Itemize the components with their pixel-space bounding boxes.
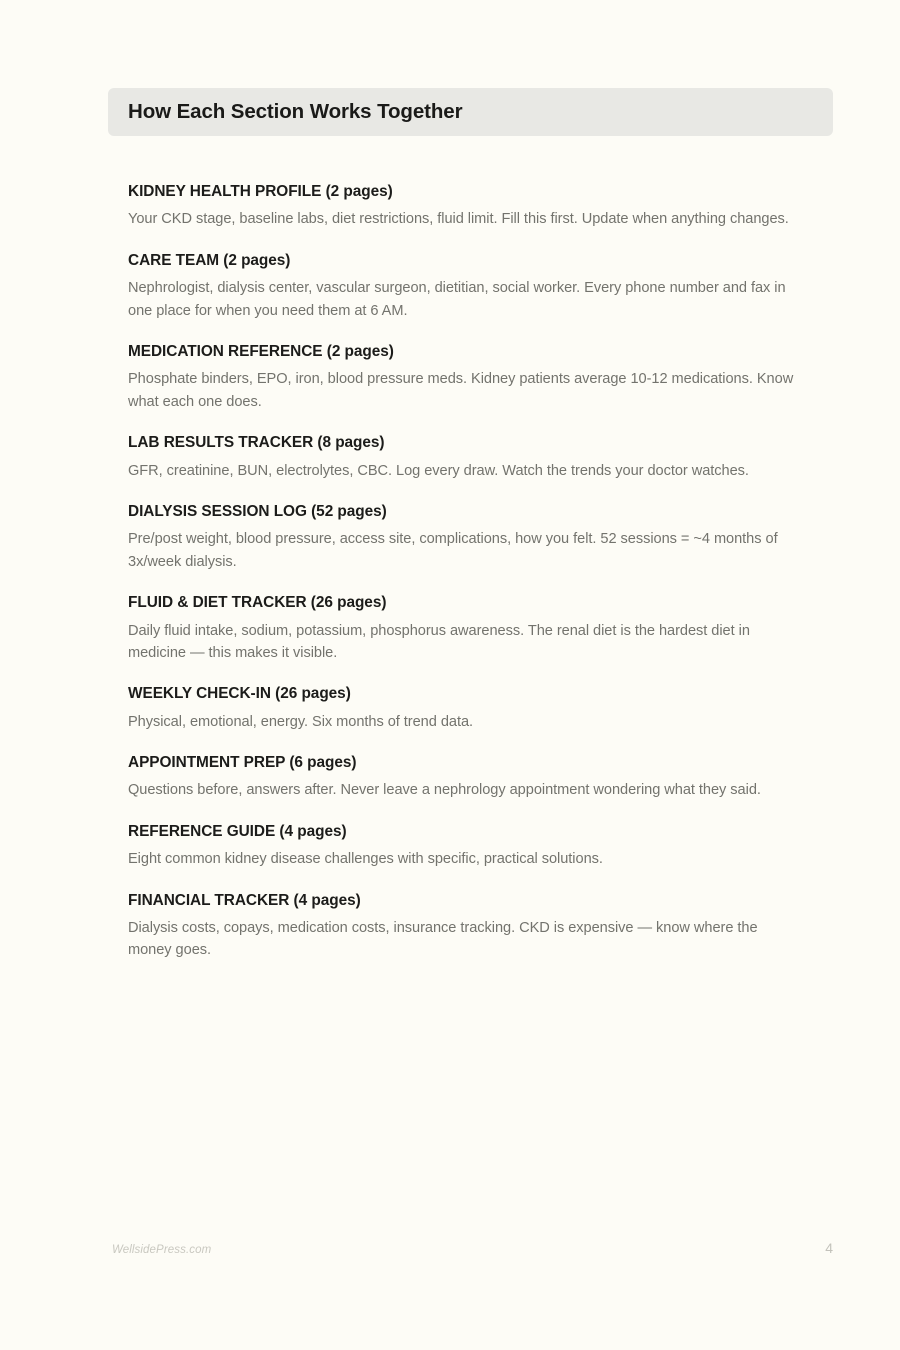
section-body: Daily fluid intake, sodium, potassium, phosphorus awareness. The renal diet is the hardest diet in medicine — this makes it visible. — [128, 622, 750, 661]
section-body: Physical, emotional, energy. Six months of trend data. — [128, 713, 474, 730]
sections-list — [128, 183, 808, 962]
section-appointment-prep — [128, 754, 808, 802]
section-body: Phosphate binders, EPO, iron, blood pressure meds. Kidney patients average 10-12 medications. Know what each one does. — [128, 371, 794, 410]
section-heading: WEEKLY CHECK-IN (26 pages) — [128, 685, 351, 703]
section-body: Nephrologist, dialysis center, vascular surgeon, dietitian, social worker. Every phone number and fax in one place for when you need them at 6 AM. — [128, 280, 786, 319]
section-medication-reference — [128, 343, 808, 413]
section-heading: FINANCIAL TRACKER (4 pages) — [128, 891, 361, 909]
section-body: Questions before, answers after. Never leave a nephrology appointment wondering what they said. — [128, 782, 761, 799]
section-body: Dialysis costs, copays, medication costs, insurance tracking. CKD is expensive — know where the money goes. — [128, 920, 758, 959]
section-lab-results-tracker — [128, 434, 808, 482]
section-heading: APPOINTMENT PREP (6 pages) — [128, 754, 357, 771]
page-title-band — [108, 88, 833, 136]
section-care-team — [128, 252, 808, 322]
section-body: Pre/post weight, blood pressure, access site, complications, how you felt. 52 sessions = ~4 months of 3x/week dialysis. — [128, 531, 778, 570]
section-heading: DIALYSIS SESSION LOG (52 pages) — [128, 502, 387, 520]
section-reference-guide — [128, 823, 808, 871]
section-heading: KIDNEY HEALTH PROFILE (2 pages) — [128, 183, 393, 200]
footer-page-number: 4 — [825, 1240, 833, 1256]
section-kidney-health-profile — [128, 183, 808, 231]
section-body: Eight common kidney disease challenges with specific, practical solutions. — [128, 851, 603, 868]
section-heading: REFERENCE GUIDE (4 pages) — [128, 822, 347, 840]
section-weekly-check-in — [128, 685, 808, 733]
section-heading: MEDICATION REFERENCE (2 pages) — [128, 342, 394, 360]
section-fluid-and-diet-tracker — [128, 594, 808, 664]
section-body: Your CKD stage, baseline labs, diet restrictions, fluid limit. Fill this first. Update when anything changes. — [128, 211, 789, 228]
page-footer — [112, 1240, 833, 1256]
section-heading: CARE TEAM (2 pages) — [128, 251, 291, 269]
section-financial-tracker — [128, 892, 808, 962]
section-dialysis-session-log — [128, 503, 808, 573]
section-heading: FLUID & DIET TRACKER (26 pages) — [128, 594, 387, 612]
section-body: GFR, creatinine, BUN, electrolytes, CBC. Log every draw. Watch the trends your doctor watches. — [128, 462, 749, 479]
page-title: How Each Section Works Together — [128, 99, 463, 123]
footer-brand: WellsidePress.com — [112, 1244, 212, 1256]
section-heading: LAB RESULTS TRACKER (8 pages) — [128, 434, 385, 452]
